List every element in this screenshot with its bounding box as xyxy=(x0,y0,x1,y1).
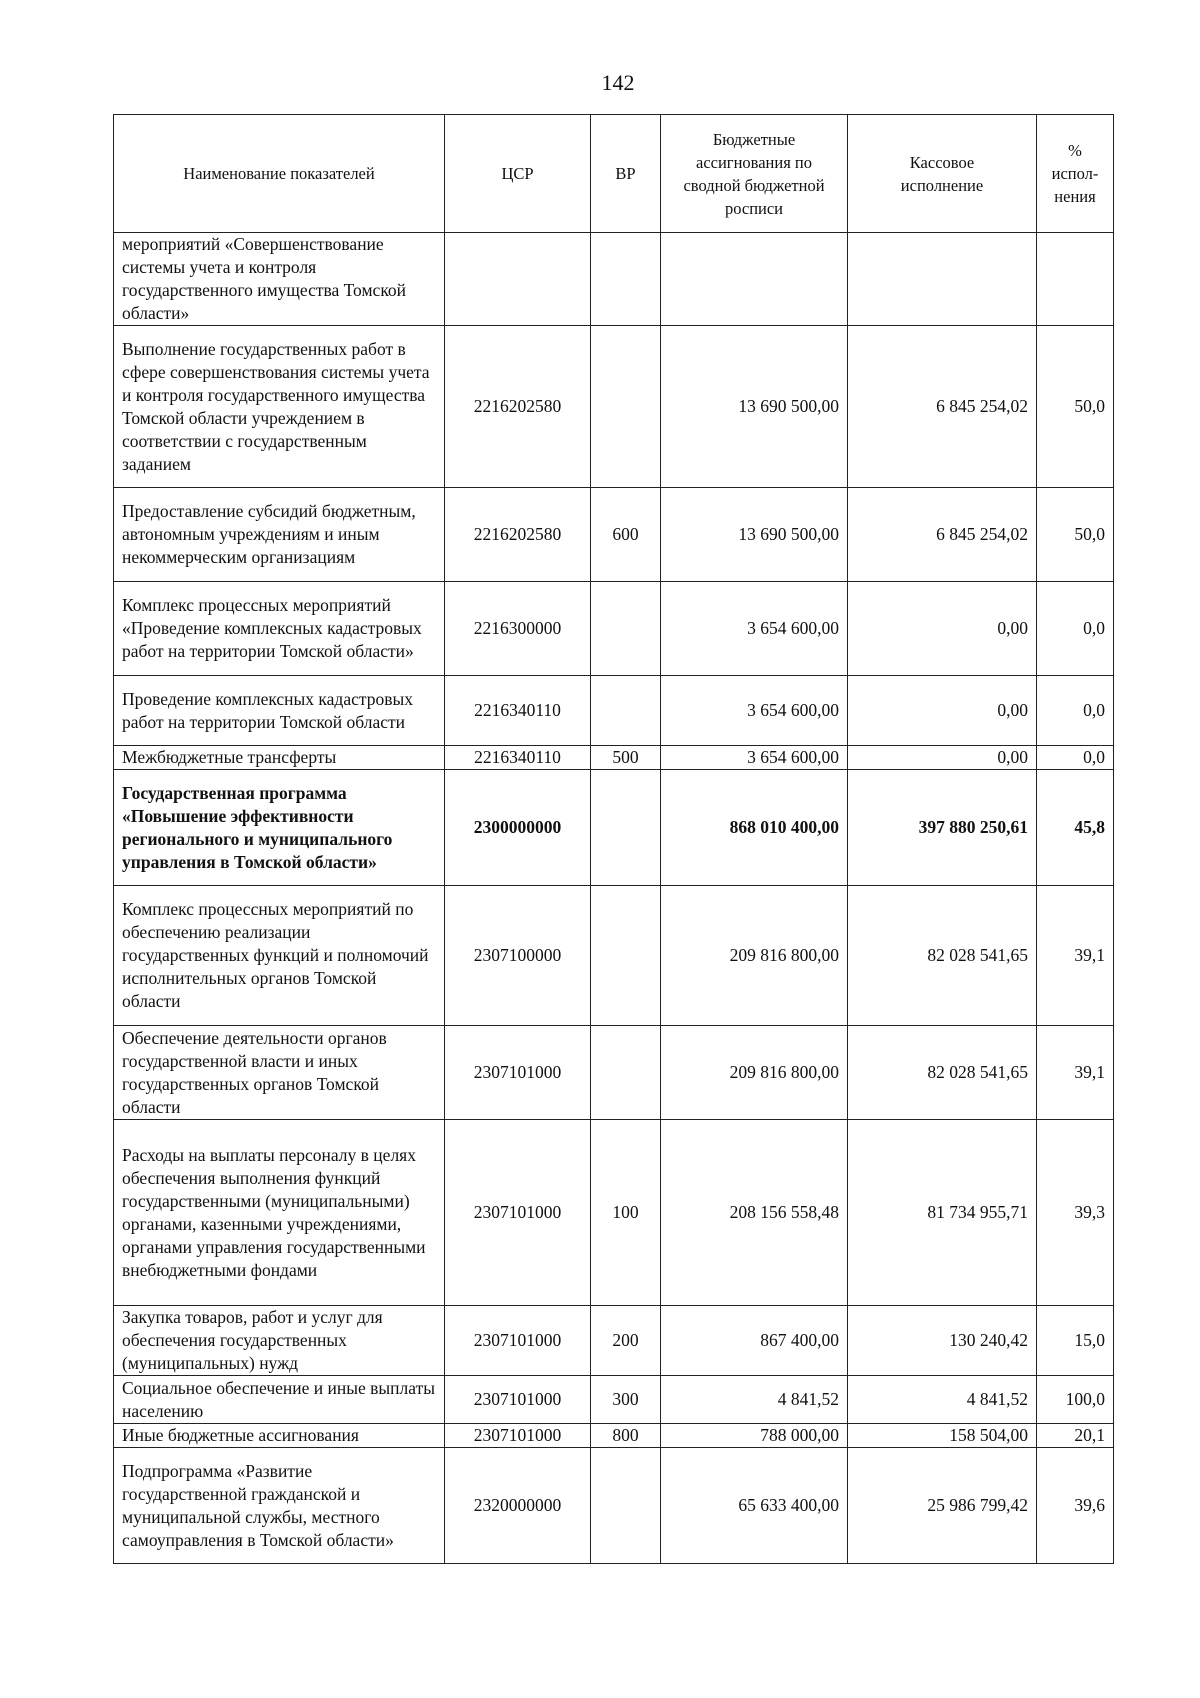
cell-exec: 0,00 xyxy=(848,676,1037,746)
cell-name: Комплекс процессных мероприятий по обеспечению реализации государственных функций и полномочий исполнительных органов Томской области xyxy=(114,886,445,1026)
cell-vr: 200 xyxy=(591,1306,661,1376)
cell-pct: 15,0 xyxy=(1037,1306,1114,1376)
cell-csr: 2216202580 xyxy=(445,488,591,582)
cell-plan: 209 816 800,00 xyxy=(661,886,848,1026)
cell-name: Обеспечение деятельности органов государственной власти и иных государственных органов Томской области xyxy=(114,1026,445,1120)
cell-pct: 39,1 xyxy=(1037,886,1114,1026)
cell-exec: 4 841,52 xyxy=(848,1376,1037,1424)
cell-name: Социальное обеспечение и иные выплаты населению xyxy=(114,1376,445,1424)
cell-plan: 788 000,00 xyxy=(661,1424,848,1448)
table-row xyxy=(114,676,1114,746)
cell-plan: 13 690 500,00 xyxy=(661,488,848,582)
cell-exec xyxy=(848,233,1037,326)
cell-vr: 800 xyxy=(591,1424,661,1448)
cell-csr: 2320000000 xyxy=(445,1448,591,1564)
cell-plan: 65 633 400,00 xyxy=(661,1448,848,1564)
table-row xyxy=(114,1120,1114,1306)
cell-vr xyxy=(591,233,661,326)
header-vr: ВР xyxy=(591,115,661,233)
header-name: Наименование показателей xyxy=(114,115,445,233)
cell-vr: 100 xyxy=(591,1120,661,1306)
cell-name: мероприятий «Совершенствование системы учета и контроля государственного имущества Томской области» xyxy=(114,233,445,326)
cell-plan: 868 010 400,00 xyxy=(661,770,848,886)
cell-name: Выполнение государственных работ в сфере совершенствования системы учета и контроля государственного имущества Томской области учреждением в соответствии с государственным заданием xyxy=(114,326,445,488)
table-header-row xyxy=(114,115,1114,233)
cell-plan: 208 156 558,48 xyxy=(661,1120,848,1306)
cell-vr: 500 xyxy=(591,746,661,770)
cell-pct: 20,1 xyxy=(1037,1424,1114,1448)
cell-csr: 2300000000 xyxy=(445,770,591,886)
cell-csr: 2307100000 xyxy=(445,886,591,1026)
cell-vr xyxy=(591,326,661,488)
cell-csr: 2216202580 xyxy=(445,326,591,488)
table-row xyxy=(114,1026,1114,1120)
cell-plan: 3 654 600,00 xyxy=(661,746,848,770)
cell-pct: 50,0 xyxy=(1037,326,1114,488)
cell-plan: 13 690 500,00 xyxy=(661,326,848,488)
table-row xyxy=(114,1424,1114,1448)
cell-exec: 82 028 541,65 xyxy=(848,886,1037,1026)
cell-vr: 600 xyxy=(591,488,661,582)
header-csr: ЦСР xyxy=(445,115,591,233)
cell-csr: 2216300000 xyxy=(445,582,591,676)
header-pct: % испол-нения xyxy=(1037,115,1114,233)
cell-name: Межбюджетные трансферты xyxy=(114,746,445,770)
cell-pct: 100,0 xyxy=(1037,1376,1114,1424)
cell-csr xyxy=(445,233,591,326)
cell-plan: 867 400,00 xyxy=(661,1306,848,1376)
cell-vr xyxy=(591,582,661,676)
cell-pct xyxy=(1037,233,1114,326)
header-exec: Кассовое исполнение xyxy=(848,115,1037,233)
cell-plan xyxy=(661,233,848,326)
cell-csr: 2307101000 xyxy=(445,1306,591,1376)
cell-csr: 2307101000 xyxy=(445,1026,591,1120)
cell-exec: 0,00 xyxy=(848,582,1037,676)
cell-name: Иные бюджетные ассигнования xyxy=(114,1424,445,1448)
table-row xyxy=(114,886,1114,1026)
cell-csr: 2307101000 xyxy=(445,1120,591,1306)
header-plan: Бюджетные ассигнования по сводной бюджетной росписи xyxy=(661,115,848,233)
cell-plan: 4 841,52 xyxy=(661,1376,848,1424)
cell-vr xyxy=(591,1448,661,1564)
cell-pct: 0,0 xyxy=(1037,676,1114,746)
cell-exec: 397 880 250,61 xyxy=(848,770,1037,886)
cell-name: Проведение комплексных кадастровых работ на территории Томской области xyxy=(114,676,445,746)
cell-exec: 130 240,42 xyxy=(848,1306,1037,1376)
table-row xyxy=(114,582,1114,676)
cell-name: Комплекс процессных мероприятий «Проведение комплексных кадастровых работ на территории Томской области» xyxy=(114,582,445,676)
budget-execution-table xyxy=(113,114,1114,1564)
cell-plan: 3 654 600,00 xyxy=(661,582,848,676)
cell-pct: 0,0 xyxy=(1037,582,1114,676)
cell-pct: 45,8 xyxy=(1037,770,1114,886)
cell-pct: 39,1 xyxy=(1037,1026,1114,1120)
cell-name: Закупка товаров, работ и услуг для обеспечения государственных (муниципальных) нужд xyxy=(114,1306,445,1376)
cell-pct: 0,0 xyxy=(1037,746,1114,770)
table-row xyxy=(114,1376,1114,1424)
cell-vr xyxy=(591,676,661,746)
cell-exec: 6 845 254,02 xyxy=(848,488,1037,582)
cell-name: Предоставление субсидий бюджетным, автономным учреждениям и иным некоммерческим организациям xyxy=(114,488,445,582)
cell-pct: 50,0 xyxy=(1037,488,1114,582)
cell-name: Государственная программа «Повышение эффективности регионального и муниципального управления в Томской области» xyxy=(114,770,445,886)
cell-vr xyxy=(591,1026,661,1120)
table-row xyxy=(114,746,1114,770)
page-number: 142 xyxy=(601,70,635,95)
cell-exec: 0,00 xyxy=(848,746,1037,770)
cell-plan: 209 816 800,00 xyxy=(661,1026,848,1120)
cell-exec: 6 845 254,02 xyxy=(848,326,1037,488)
cell-name: Подпрограмма «Развитие государственной гражданской и муниципальной службы, местного самоуправления в Томской области» xyxy=(114,1448,445,1564)
cell-vr: 300 xyxy=(591,1376,661,1424)
cell-exec: 158 504,00 xyxy=(848,1424,1037,1448)
table-row xyxy=(114,1306,1114,1376)
cell-pct: 39,6 xyxy=(1037,1448,1114,1564)
cell-csr: 2307101000 xyxy=(445,1376,591,1424)
cell-pct: 39,3 xyxy=(1037,1120,1114,1306)
cell-name: Расходы на выплаты персоналу в целях обеспечения выполнения функций государственными (муниципальными) органами, казенными учреждениями, органами управления государственными внебюджетными фондами xyxy=(114,1120,445,1306)
cell-vr xyxy=(591,886,661,1026)
table-row-program xyxy=(114,770,1114,886)
cell-csr: 2307101000 xyxy=(445,1424,591,1448)
table-row xyxy=(114,488,1114,582)
cell-exec: 25 986 799,42 xyxy=(848,1448,1037,1564)
cell-plan: 3 654 600,00 xyxy=(661,676,848,746)
cell-exec: 82 028 541,65 xyxy=(848,1026,1037,1120)
cell-exec: 81 734 955,71 xyxy=(848,1120,1037,1306)
table-row xyxy=(114,1448,1114,1564)
cell-csr: 2216340110 xyxy=(445,746,591,770)
table-row xyxy=(114,233,1114,326)
table-row xyxy=(114,326,1114,488)
cell-csr: 2216340110 xyxy=(445,676,591,746)
cell-vr xyxy=(591,770,661,886)
